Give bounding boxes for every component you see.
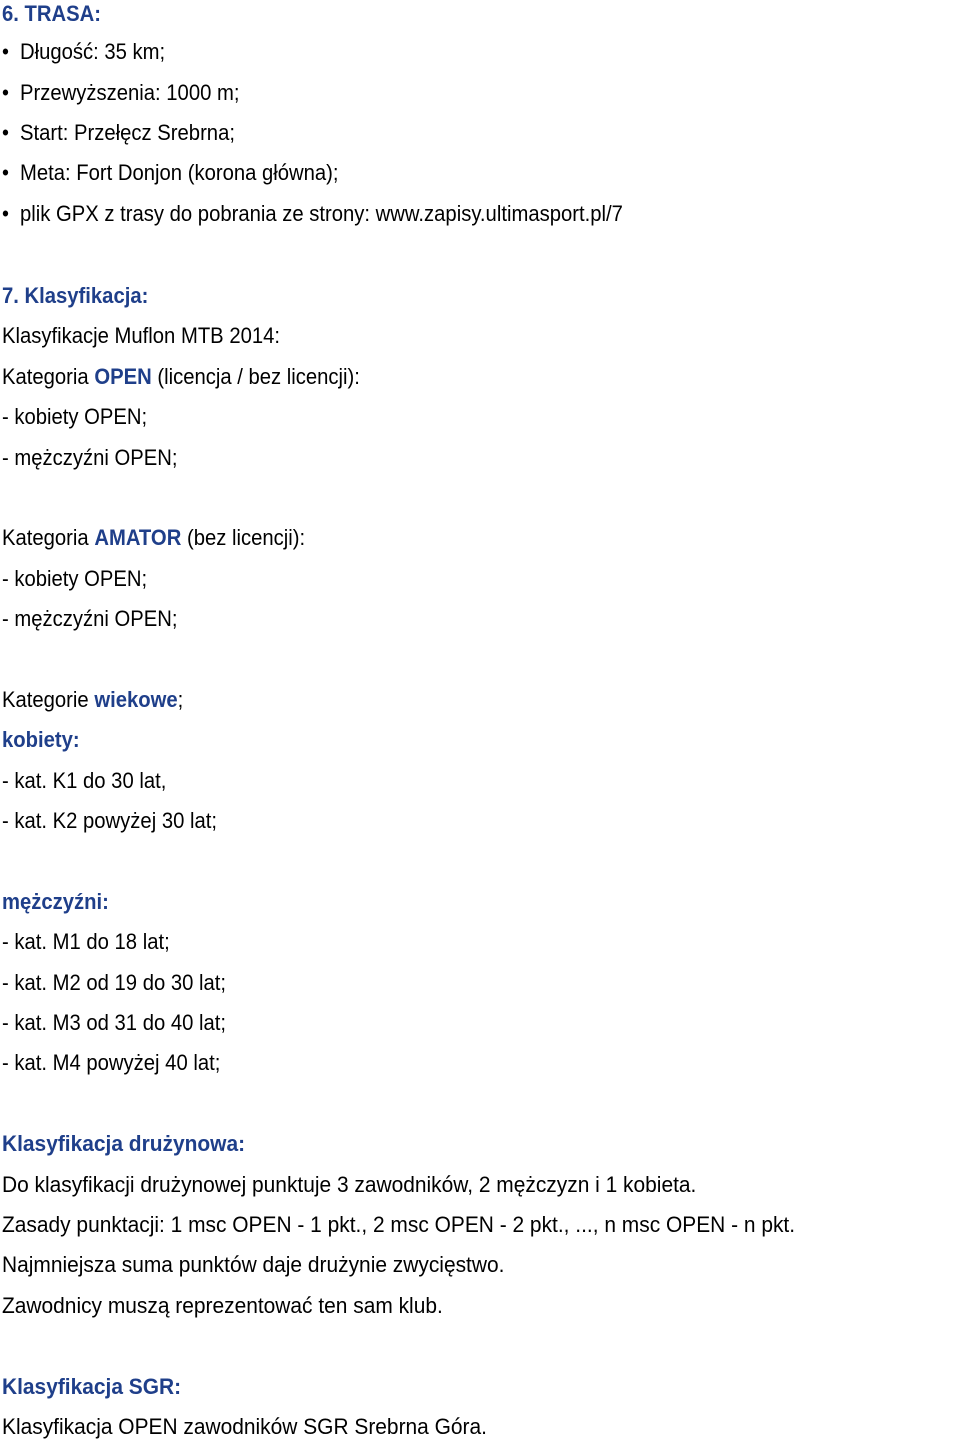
list-item: - kat. M3 od 31 do 40 lat; xyxy=(2,1010,227,1035)
list-item-text: plik GPX z trasy do pobrania ze strony: www.zapisy.ultimasport.pl/7 xyxy=(20,201,623,226)
list-item: - kat. M4 powyżej 40 lat; xyxy=(2,1050,221,1075)
list-item-text: Meta: Fort Donjon (korona główna); xyxy=(20,160,339,185)
klasyfikacje-subtitle: Klasyfikacje Muflon MTB 2014: xyxy=(2,323,281,348)
list-item: - kat. K2 powyżej 30 lat; xyxy=(2,808,217,833)
list-item: - mężczyźni OPEN; xyxy=(2,445,178,470)
category-suffix: ; xyxy=(177,687,184,712)
paragraph-line: Najmniejsza suma punktów daje drużynie zwycięstwo. xyxy=(2,1252,505,1277)
women-label: kobiety: xyxy=(2,727,80,752)
men-label: mężczyźni: xyxy=(2,889,109,914)
list-item xyxy=(2,119,235,147)
list-item-text: Przewyższenia: 1000 m; xyxy=(20,80,240,105)
category-prefix: Kategoria xyxy=(2,364,95,389)
paragraph-line: Zasady punktacji: 1 msc OPEN - 1 pkt., 2 msc OPEN - 2 pkt., ..., n msc OPEN - n pkt. xyxy=(2,1212,796,1237)
section-heading-trasa: 6. TRASA: xyxy=(2,1,102,26)
bullet-icon: • xyxy=(2,120,9,145)
list-item-text: Start: Przełęcz Srebrna; xyxy=(20,120,235,145)
team-classification-heading: Klasyfikacja drużynowa: xyxy=(2,1131,246,1156)
paragraph-line: Do klasyfikacji drużynowej punktuje 3 zawodników, 2 mężczyzn i 1 kobieta. xyxy=(2,1172,697,1197)
category-name: OPEN xyxy=(94,364,152,389)
list-item: - kobiety OPEN; xyxy=(2,566,148,591)
category-open-title xyxy=(2,363,360,391)
paragraph-line: Klasyfikacja OPEN zawodników SGR Srebrna Góra. xyxy=(2,1414,487,1439)
list-item: - mężczyźni OPEN; xyxy=(2,606,178,631)
category-name: wiekowe xyxy=(94,687,178,712)
list-item xyxy=(2,159,339,187)
category-wiekowe-title xyxy=(2,686,183,714)
list-item-text: Długość: 35 km; xyxy=(20,39,166,64)
category-suffix: (bez licencji): xyxy=(181,525,306,550)
category-suffix: (licencja / bez licencji): xyxy=(151,364,360,389)
category-prefix: Kategorie xyxy=(2,687,95,712)
bullet-icon: • xyxy=(2,39,9,64)
list-item xyxy=(2,200,623,228)
list-item: - kat. M1 do 18 lat; xyxy=(2,929,170,954)
list-item: - kat. K1 do 30 lat, xyxy=(2,768,167,793)
bullet-icon: • xyxy=(2,160,9,185)
list-item: - kat. M2 od 19 do 30 lat; xyxy=(2,970,227,995)
sgr-classification-heading: Klasyfikacja SGR: xyxy=(2,1374,182,1399)
list-item: - kobiety OPEN; xyxy=(2,404,148,429)
section-heading-klasyfikacja: 7. Klasyfikacja: xyxy=(2,283,149,308)
bullet-icon: • xyxy=(2,80,9,105)
list-item xyxy=(2,38,165,66)
list-item xyxy=(2,79,239,107)
bullet-icon: • xyxy=(2,201,9,226)
category-name: AMATOR xyxy=(94,525,182,550)
category-prefix: Kategoria xyxy=(2,525,95,550)
category-amator-title xyxy=(2,524,305,552)
paragraph-line: Zawodnicy muszą reprezentować ten sam klub. xyxy=(2,1293,443,1318)
